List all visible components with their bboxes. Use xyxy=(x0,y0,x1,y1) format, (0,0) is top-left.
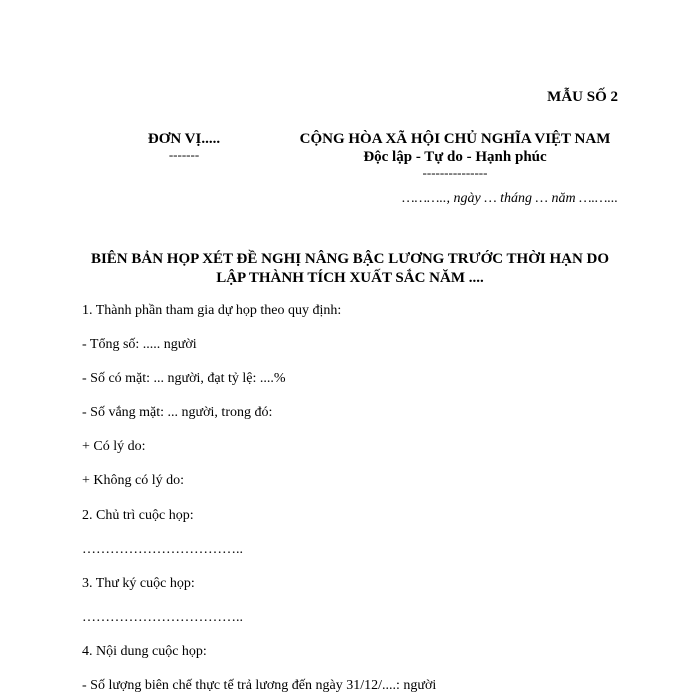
staffing-count-line: - Số lượng biên chế thực tế trả lương đến ngày 31/12/....: người xyxy=(82,678,437,693)
title-line-1: BIÊN BẢN HỌP XÉT ĐỀ NGHỊ NÂNG BẬC LƯƠNG TRƯỚC THỜI HẠN DO xyxy=(90,251,610,267)
national-header xyxy=(285,130,625,179)
nation-divider: --------------- xyxy=(422,165,488,180)
document-title xyxy=(60,250,640,288)
form-number: MẪU SỐ 2 xyxy=(547,89,618,105)
section-4-heading: 4. Nội dung cuộc họp: xyxy=(82,644,207,659)
present-count-line: - Số có mặt: ... người, đạt tỷ lệ: ....% xyxy=(82,371,286,386)
nation-motto: Độc lập - Tự do - Hạnh phúc xyxy=(363,149,547,165)
date-place-line: ……….., ngày … tháng … năm ….…... xyxy=(402,191,618,206)
absent-count-line: - Số vắng mặt: ... người, trong đó: xyxy=(82,405,273,420)
chairperson-fill-line: …………………………….. xyxy=(82,542,243,557)
section-3-heading: 3. Thư ký cuộc họp: xyxy=(82,576,195,591)
total-participants-line: - Tổng số: ..... người xyxy=(82,337,197,352)
section-2-heading: 2. Chủ trì cuộc họp: xyxy=(82,508,194,523)
absent-without-reason-line: + Không có lý do: xyxy=(82,473,184,488)
unit-divider: ------- xyxy=(168,147,200,162)
secretary-fill-line: …………………………….. xyxy=(82,610,243,625)
section-1-heading: 1. Thành phần tham gia dự họp theo quy định: xyxy=(82,303,342,318)
absent-with-reason-line: + Có lý do: xyxy=(82,439,146,454)
nation-title: CỘNG HÒA XÃ HỘI CHỦ NGHĨA VIỆT NAM xyxy=(299,131,611,147)
unit-name: ĐƠN VỊ..... xyxy=(147,131,221,147)
unit-block xyxy=(130,130,238,162)
title-line-2: LẬP THÀNH TÍCH XUẤT SẮC NĂM .... xyxy=(216,270,484,286)
